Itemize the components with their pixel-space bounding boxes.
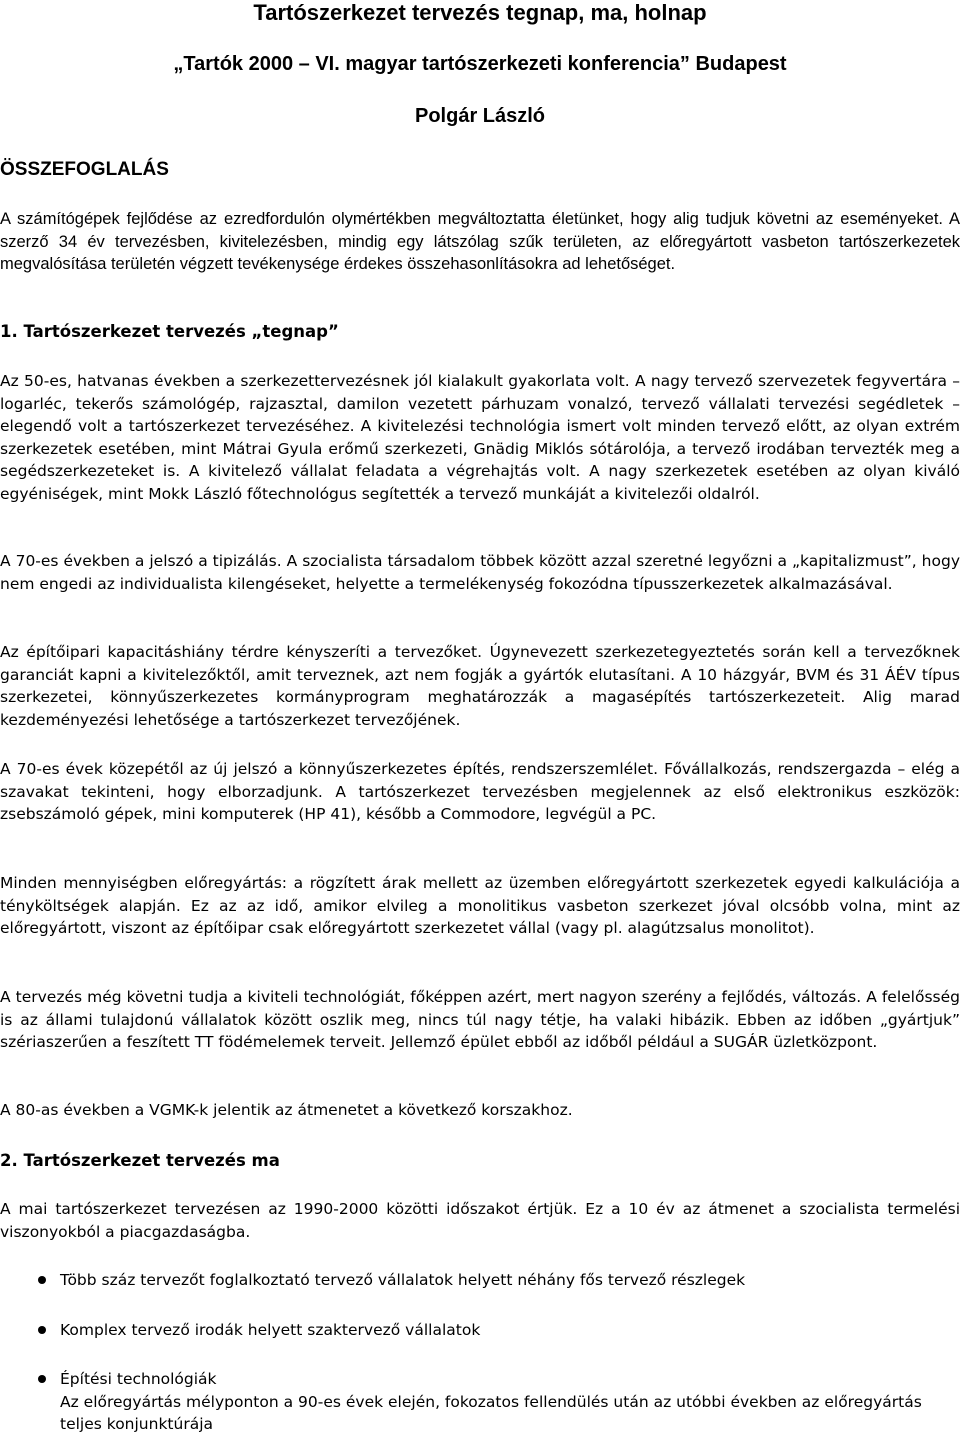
paragraph: A mai tartószerkezet tervezésen az 1990-2000 közötti időszakot értjük. Ez a 10 év az átmenet a szocialista termelési viszonyokból a piacgazdaságba. <box>0 1200 960 1241</box>
paragraph: A tervezés még követni tudja a kiviteli technológiát, főképpen azért, mert nagyon szerény a fejlődés, változás. A felelősség is az állami tulajdonú vállalatok között oszlik meg, nincs túl nagy tétje, ha valaki hibázik. Ebben az időben „gyártjuk” szériaszerűen a feszített TT födémelemek terveit. Jellemző épület ebből az időből például a SUGÁR üzletközpont. <box>0 988 960 1051</box>
summary-paragraph: A számítógépek fejlődése az ezredfordulón olymértékben megváltoztatta életünket, hogy alig tudjuk követni az eseményeket. A szerző 34 év tervezésben, kivitelezésben, mindig egy látszólag szűk területen, az előregyártott vasbeton tartószerkezetek megvalósítása területén végzett tevékenysége érdekes összehasonlításokra ad lehetőséget. <box>0 210 960 273</box>
section-1-heading: 1. Tartószerkezet tervezés „tegnap” <box>0 322 339 341</box>
list-item-text: Több száz tervezőt foglalkoztató tervező vállalatok helyett néhány fős tervező részlegek <box>60 1271 746 1289</box>
list-item-text: Az előregyártás mélyponton a 90-es évek elején, fokozatos fellendülés után az utóbbi években az előregyártás teljes konjunktúrája <box>60 1392 922 1433</box>
bullet-icon <box>38 1276 46 1284</box>
author-name: Polgár László <box>414 105 546 127</box>
list-item-title: Építési technológiák <box>60 1370 217 1388</box>
conference-subtitle: „Tartók 2000 – VI. magyar tartószerkezeti konferencia” Budapest <box>173 53 787 75</box>
paragraph: A 80-as években a VGMK-k jelentik az átmenetet a következő korszakhoz. <box>0 1101 573 1119</box>
paragraph: Az építőipari kapacitáshiány térdre kényszeríti a tervezőket. Úgynevezett szerkezetegyeztetés során kell a tervezőknek garanciát kapni a kivitelezőktől, amit terveznek, azt nem fogják a gyártók elutasítani. A 10 házgyár, BVM és 31 ÁÉV típus szerkezetei, könnyűszerkezetes kormányprogram meghatározzák a magasépítés tartószerkezeteit. Alig marad kezdeményezési lehetősége a tartószerkezet tervezőjének. <box>0 643 960 729</box>
document-title: Tartószerkezet tervezés tegnap, ma, holnap <box>253 0 707 25</box>
summary-heading: ÖSSZEFOGLALÁS <box>0 159 169 180</box>
section-2-heading: 2. Tartószerkezet tervezés ma <box>0 1151 280 1170</box>
list-item-text: Komplex tervező irodák helyett szaktervező vállalatok <box>60 1321 481 1339</box>
paragraph: Minden mennyiségben előregyártás: a rögzített árak mellett az üzemben előregyártott szerkezetek egyedi kalkulációja a tényköltségek alapján. Ez az az idő, amikor elvileg a monolitikus vasbeton szerkezet jóval olcsóbb volna, mint az előregyártott, viszont az építőipar csak előregyártott szerkezetet vállal (vagy pl. alagútzsalus monolitot). <box>0 874 960 937</box>
bullet-icon <box>38 1326 46 1334</box>
paragraph: Az 50-es, hatvanas években a szerkezettervezésnek jól kialakult gyakorlata volt. A nagy tervező szervezetek fegyvertára – logarléc, tekerős számológép, rajzasztal, damilon vezetett párhuzam vonalzó, tervező vállalati tervezési segédletek – elegendő volt a tartószerkezet tervezéséhez. A kivitelezési technológia ismert volt minden tervező előtt, az olyan extrém szerkezetek esetében, mint Mátrai Gyula erőmű szerkezeti, Gnädig Miklós sótárolója, a tervező irodában tervezték meg a segédszerkezeteket is. A kivitelező vállalat feladata a végrehajtás volt. A nagy szerkezetek esetében az olyan kiváló egyéniségek, mint Mokk László főtechnológus segítették a tervező munkáját a kivitelezői oldalról. <box>0 372 960 503</box>
paragraph: A 70-es évek közepétől az új jelszó a könnyűszerkezetes építés, rendszerszemlélet. Fővállalkozás, rendszergazda – elég a szavakat tekinteni, hogy elborzadjunk. A tartószerkezet tervezésben megjelennek az első elektronikus eszközök: zsebszámoló gépek, mini komputerek (HP 41), később a Commodore, legvégül a PC. <box>0 760 960 823</box>
paragraph: A 70-es években a jelszó a tipizálás. A szocialista társadalom többek között azzal szeretné legyőzni a „kapitalizmust”, hogy nem engedi az individualista kilengéseket, helyette a termelékenység fokozódna típusszerkezetek alkalmazásával. <box>0 552 960 593</box>
bullet-icon <box>38 1375 46 1383</box>
